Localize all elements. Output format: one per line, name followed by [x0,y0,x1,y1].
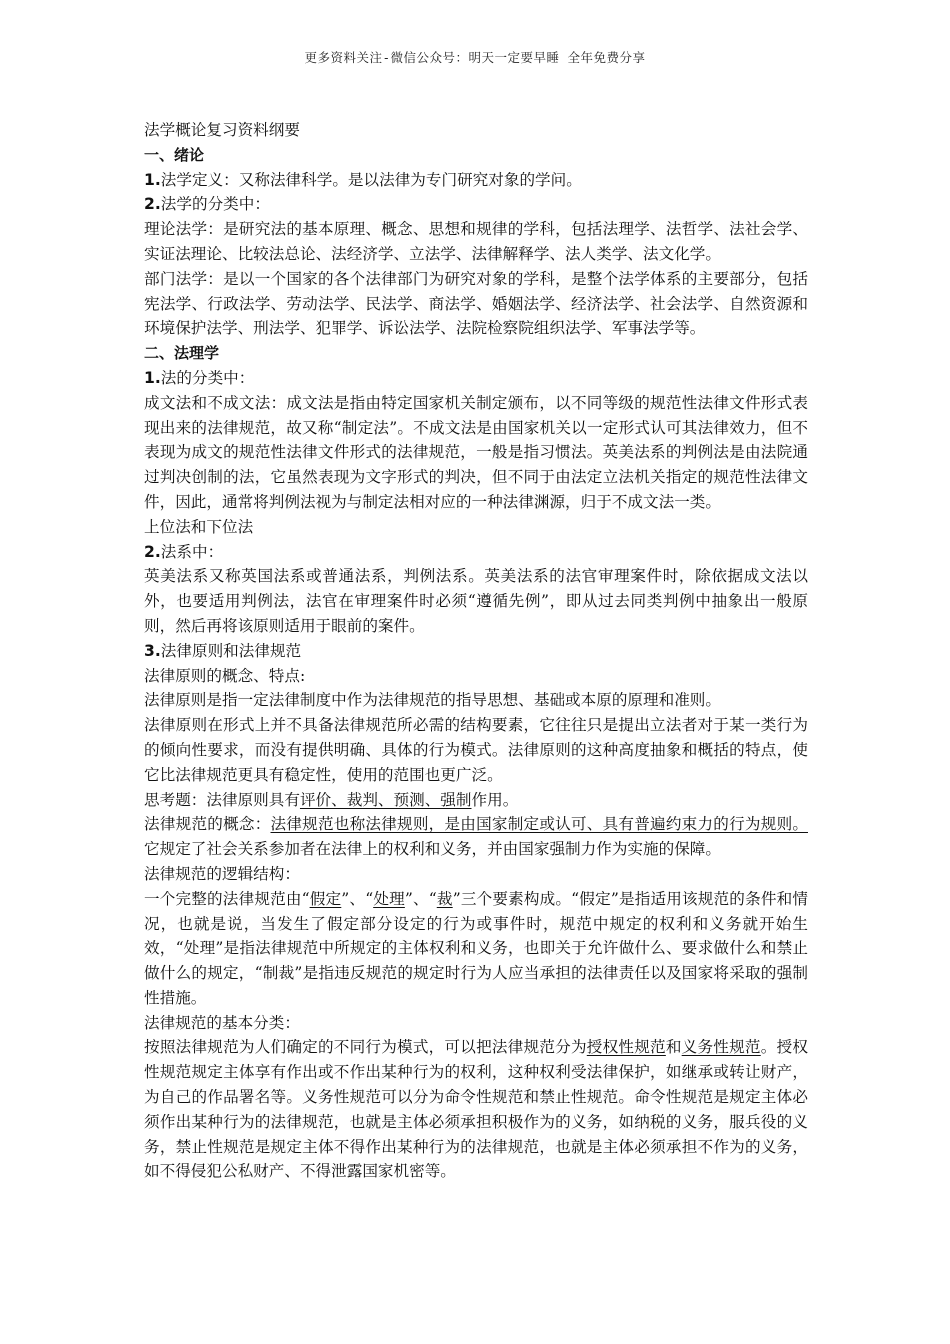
underlined-text: 法律规范也称法律规则，是由国家制定或认可、具有普遍约束力的行为规则。 [270,815,808,834]
paragraph-text: 法律规范的概念： [144,815,271,834]
paragraph: 成文法和不成文法：成文法是指由特定国家机关制定颁布，以不同等级的规范性法律文件形式表现出来的法律规范，故又称“制定法”。不成文法是由国家机关以一定形式认可其法律效力，但不表现为成文的规范性法律文件形式的法律规范，一般是指习惯法。英美法系的判例法是由法院通过判决创制的法，它虽然表现为文字形式的判决，但不同于由法定立法机关指定的规范性法律文件，因此，通常将判例法视为与制定法相对应的一种法律渊源，归于不成文法一类。 [144,393,808,511]
paragraph-text: 作用。 [471,790,519,809]
paragraph [144,168,808,193]
paragraph-text: 和 [665,1038,682,1057]
paragraph-text: 法律原则和法律规范 [160,641,302,660]
paragraph [144,540,808,565]
paragraph: 上位法和下位法 [144,517,254,536]
paragraph [144,812,808,862]
paragraph [144,788,808,813]
item-number: 1. [144,368,161,387]
paragraph [144,887,808,1011]
paragraph: 法律规范的逻辑结构： [144,864,300,883]
paragraph [144,639,808,664]
item-number: 1. [144,170,161,189]
paragraph-text: 按照法律规范为人们确定的不同行为模式，可以把法律规范分为 [144,1038,587,1057]
paragraph-text: 它规定了社会关系参加者在法律上的权利和义务，并由国家强制力作为实施的保障。 [144,840,721,859]
section-heading-intro: 一、绪论 [144,145,205,164]
paragraph-text: 一个完整的法律规范由“ [144,889,310,908]
paragraph-text: 法学的分类中： [160,195,270,214]
paragraph-text: 法的分类中： [160,368,255,387]
paragraph: 法律原则在形式上并不具备法律规范所必需的结构要素，它往往只是提出立法者对于某一类行为的倾向性要求，而没有提供明确、具体的行为模式。法律原则的这种高度抽象和概括的特点，使它比法律规范更具有稳定性，使用的范围也更广泛。 [144,716,808,784]
paragraph [144,366,808,391]
underlined-text: 授权性规范 [586,1038,666,1057]
underlined-text: 裁 [436,889,453,908]
paragraph [144,1035,808,1184]
paragraph-text: 法系中： [160,542,224,561]
paragraph-text: ”、“ [341,889,374,908]
paragraph: 英美法系又称英国法系或普通法系，判例法系。英美法系的法官审理案件时，除依据成文法以外，也要适用判例法，法官在审理案件时必须“遵循先例”，即从过去同类判例中抽象出一般原则，然后再将该原则适用于眼前的案件。 [144,567,808,635]
paragraph-text: 法学定义：又称法律科学。是以法律为专门研究对象的学问。 [160,170,582,189]
paragraph: 部门法学：是以一个国家的各个法律部门为研究对象的学科，是整个法学体系的主要部分，包括宪法学、行政法学、劳动法学、民法学、商法学、婚姻法学、经济法学、社会法学、自然资源和环境保护法学、刑法学、犯罪学、诉讼法学、法院检察院组织法学、军事法学等。 [144,269,808,338]
page-header-banner: 更多资料关注-微信公众号：明天一定要早睡 全年免费分享 [304,50,646,65]
underlined-text: 评价、裁判、预测、强制 [299,790,472,809]
paragraph-text: 思考题：法律原则具有 [144,790,300,809]
section-heading-jurisprudence: 二、法理学 [144,344,220,363]
item-number: 3. [144,641,161,660]
item-number: 2. [144,542,161,561]
paragraph-text: ”三个要素构成。“假定”是指适用该规范的条件和情况，也就是说，当发生了假定部分设定的行为或事件时，规范中规定的权利和义务就开始生效，“处理”是指法律规范中所规定的主体权利和义务，也即关于允许做什么、要求做什么和禁止做什么的规定，“制裁”是指违反规范的规定时行为人应当承担的法律责任以及国家将采取的强制性措施。 [144,889,808,1007]
underlined-text: 处理 [373,889,405,908]
paragraph: 法律规范的基本分类： [144,1013,300,1032]
document-title: 法学概论复习资料纲要 [144,121,300,139]
document-body [144,118,808,1184]
paragraph-text: ”、“ [404,889,437,908]
underlined-text: 义务性规范 [681,1038,761,1057]
underlined-text: 假定 [309,889,342,908]
paragraph [144,192,808,217]
item-number: 2. [144,195,161,214]
paragraph: 法律原则的概念、特点: [144,666,306,685]
paragraph: 法律原则是指一定法律制度中作为法律规范的指导思想、基础或本原的原理和准则。 [144,691,721,710]
paragraph: 理论法学：是研究法的基本原理、概念、思想和规律的学科，包括法理学、法哲学、法社会学、实证法理论、比较法总论、法经济学、立法学、法律解释学、法人类学、法文化学。 [144,220,808,263]
paragraph-text: 。授权性规范规定主体享有作出或不作出某种行为的权利，这种权利受法律保护，如继承或转让财产，为自己的作品署名等。义务性规范可以分为命令性规范和禁止性规范。命令性规范是规定主体必须作出某种行为的法律规范，也就是主体必须承担积极作为的义务，如纳税的义务，服兵役的义务，禁止性规范是规定主体不得作出某种行为的法律规范，也就是主体必须承担不作为的义务，如不得侵犯公私财产、不得泄露国家机密等。 [144,1038,808,1181]
